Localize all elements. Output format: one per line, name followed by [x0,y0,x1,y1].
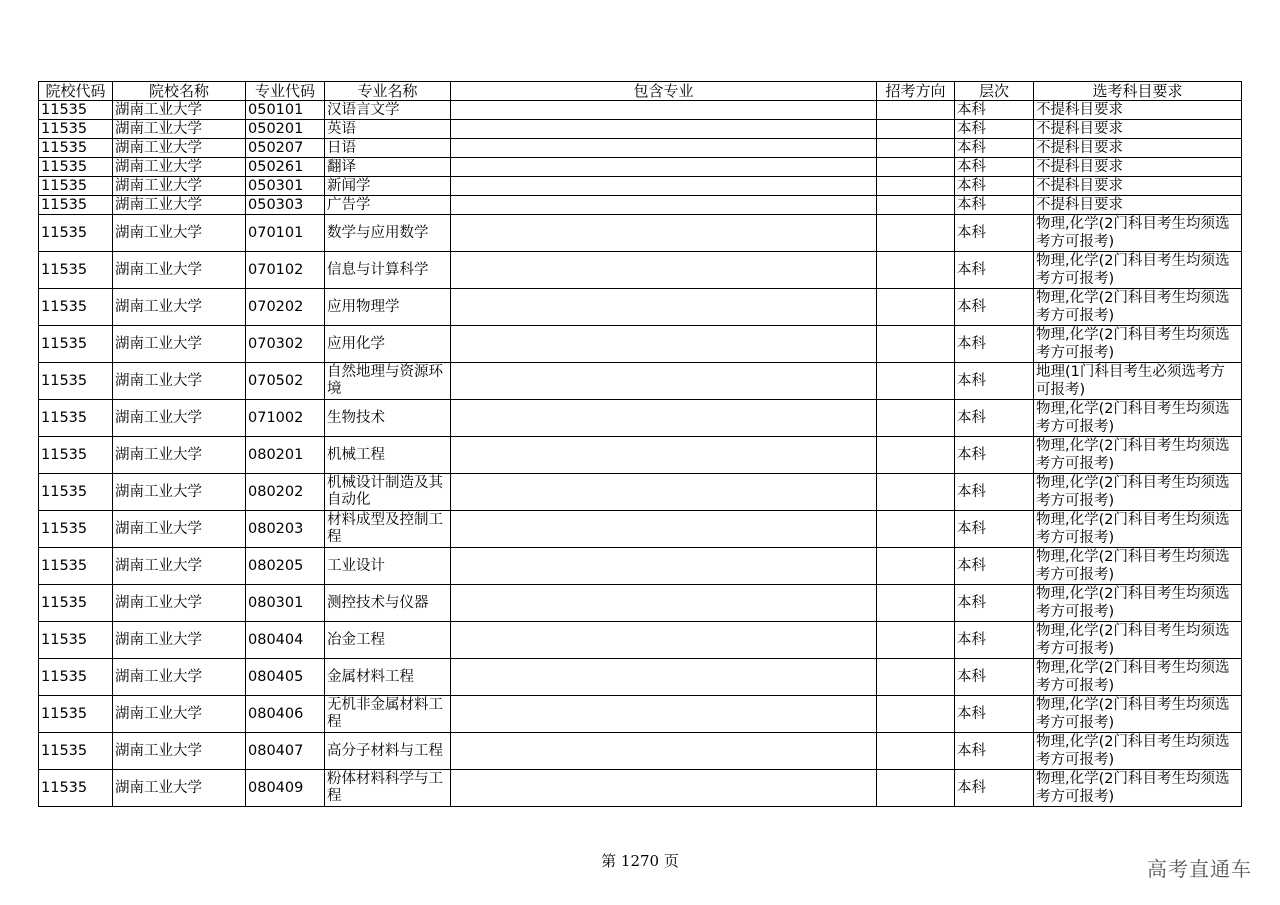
table-row [39,474,1242,511]
cell-major-code: 050207 [246,139,325,158]
cell-major-code: 071002 [246,400,325,437]
cell-direction [877,196,955,215]
cell-subject-requirements: 物理,化学(2门科目考生均须选考方可报考) [1034,474,1242,511]
cell-level: 本科 [955,400,1034,437]
table-row [39,177,1242,196]
cell-school-name: 湖南工业大学 [113,659,246,696]
table-row [39,733,1242,770]
header-school-name: 院校名称 [113,82,246,101]
cell-included-majors [451,139,877,158]
cell-included-majors [451,548,877,585]
header-row [39,82,1242,101]
table-row [39,101,1242,120]
cell-school-name: 湖南工业大学 [113,363,246,400]
cell-included-majors [451,326,877,363]
cell-subject-requirements: 物理,化学(2门科目考生均须选考方可报考) [1034,659,1242,696]
table-row [39,196,1242,215]
cell-level: 本科 [955,120,1034,139]
cell-major-name: 材料成型及控制工程 [325,511,451,548]
cell-major-name: 机械工程 [325,437,451,474]
cell-major-code: 080201 [246,437,325,474]
cell-direction [877,659,955,696]
cell-level: 本科 [955,437,1034,474]
cell-major-code: 050301 [246,177,325,196]
cell-level: 本科 [955,252,1034,289]
cell-school-name: 湖南工业大学 [113,400,246,437]
cell-direction [877,101,955,120]
cell-subject-requirements: 不提科目要求 [1034,139,1242,158]
cell-major-code: 070101 [246,215,325,252]
cell-major-name: 翻译 [325,158,451,177]
cell-subject-requirements: 不提科目要求 [1034,158,1242,177]
table-row [39,326,1242,363]
cell-level: 本科 [955,733,1034,770]
cell-school-name: 湖南工业大学 [113,215,246,252]
cell-school-code: 11535 [39,101,113,120]
cell-included-majors [451,120,877,139]
cell-level: 本科 [955,158,1034,177]
cell-school-name: 湖南工业大学 [113,158,246,177]
cell-direction [877,363,955,400]
cell-subject-requirements: 物理,化学(2门科目考生均须选考方可报考) [1034,400,1242,437]
cell-included-majors [451,511,877,548]
cell-school-name: 湖南工业大学 [113,101,246,120]
cell-level: 本科 [955,622,1034,659]
cell-major-code: 080202 [246,474,325,511]
header-major-code: 专业代码 [246,82,325,101]
cell-direction [877,770,955,807]
table-row [39,622,1242,659]
cell-major-name: 工业设计 [325,548,451,585]
cell-major-code: 080406 [246,696,325,733]
watermark-text: 高考直通车 [1147,857,1252,881]
cell-school-name: 湖南工业大学 [113,177,246,196]
cell-level: 本科 [955,289,1034,326]
cell-school-code: 11535 [39,363,113,400]
cell-direction [877,437,955,474]
cell-direction [877,474,955,511]
header-direction: 招考方向 [877,82,955,101]
cell-major-name: 数学与应用数学 [325,215,451,252]
cell-included-majors [451,585,877,622]
cell-direction [877,548,955,585]
cell-subject-requirements: 物理,化学(2门科目考生均须选考方可报考) [1034,252,1242,289]
cell-major-code: 080405 [246,659,325,696]
cell-school-name: 湖南工业大学 [113,548,246,585]
cell-subject-requirements: 物理,化学(2门科目考生均须选考方可报考) [1034,585,1242,622]
cell-school-code: 11535 [39,511,113,548]
cell-major-name: 广告学 [325,196,451,215]
cell-included-majors [451,733,877,770]
table-row [39,770,1242,807]
cell-major-name: 信息与计算科学 [325,252,451,289]
cell-included-majors [451,770,877,807]
cell-level: 本科 [955,196,1034,215]
cell-subject-requirements: 物理,化学(2门科目考生均须选考方可报考) [1034,733,1242,770]
cell-major-code: 050261 [246,158,325,177]
header-school-code: 院校代码 [39,82,113,101]
cell-school-code: 11535 [39,474,113,511]
cell-school-name: 湖南工业大学 [113,622,246,659]
cell-level: 本科 [955,177,1034,196]
cell-school-name: 湖南工业大学 [113,139,246,158]
cell-school-name: 湖南工业大学 [113,696,246,733]
table-row [39,696,1242,733]
cell-included-majors [451,289,877,326]
cell-included-majors [451,622,877,659]
cell-included-majors [451,215,877,252]
cell-level: 本科 [955,101,1034,120]
cell-level: 本科 [955,474,1034,511]
cell-direction [877,733,955,770]
cell-major-name: 测控技术与仪器 [325,585,451,622]
table-row [39,120,1242,139]
cell-included-majors [451,196,877,215]
cell-included-majors [451,177,877,196]
cell-major-name: 金属材料工程 [325,659,451,696]
table-row [39,511,1242,548]
cell-subject-requirements: 物理,化学(2门科目考生均须选考方可报考) [1034,548,1242,585]
cell-direction [877,696,955,733]
cell-school-code: 11535 [39,196,113,215]
cell-direction [877,511,955,548]
cell-level: 本科 [955,215,1034,252]
cell-school-name: 湖南工业大学 [113,474,246,511]
cell-school-name: 湖南工业大学 [113,289,246,326]
cell-subject-requirements: 物理,化学(2门科目考生均须选考方可报考) [1034,326,1242,363]
page-number: 第 1270 页 [601,852,679,870]
header-included-majors: 包含专业 [451,82,877,101]
header-level: 层次 [955,82,1034,101]
cell-direction [877,252,955,289]
cell-major-code: 080203 [246,511,325,548]
cell-major-code: 050201 [246,120,325,139]
cell-major-code: 080409 [246,770,325,807]
cell-major-code: 080301 [246,585,325,622]
cell-subject-requirements: 物理,化学(2门科目考生均须选考方可报考) [1034,770,1242,807]
cell-included-majors [451,400,877,437]
cell-included-majors [451,696,877,733]
table-row [39,363,1242,400]
cell-included-majors [451,101,877,120]
cell-major-code: 080404 [246,622,325,659]
cell-school-code: 11535 [39,139,113,158]
cell-major-name: 生物技术 [325,400,451,437]
header-subject-requirements: 选考科目要求 [1034,82,1242,101]
cell-school-code: 11535 [39,120,113,139]
cell-included-majors [451,659,877,696]
cell-level: 本科 [955,363,1034,400]
cell-subject-requirements: 不提科目要求 [1034,196,1242,215]
cell-subject-requirements: 不提科目要求 [1034,120,1242,139]
cell-school-code: 11535 [39,400,113,437]
cell-major-code: 070302 [246,326,325,363]
cell-school-name: 湖南工业大学 [113,733,246,770]
cell-school-name: 湖南工业大学 [113,770,246,807]
cell-major-name: 日语 [325,139,451,158]
cell-level: 本科 [955,511,1034,548]
cell-major-name: 机械设计制造及其自动化 [325,474,451,511]
cell-level: 本科 [955,548,1034,585]
cell-major-code: 050303 [246,196,325,215]
cell-level: 本科 [955,770,1034,807]
cell-direction [877,326,955,363]
cell-school-code: 11535 [39,289,113,326]
cell-school-code: 11535 [39,326,113,363]
cell-school-name: 湖南工业大学 [113,511,246,548]
table-row [39,158,1242,177]
cell-level: 本科 [955,139,1034,158]
cell-major-code: 080205 [246,548,325,585]
cell-direction [877,289,955,326]
cell-direction [877,139,955,158]
cell-major-name: 英语 [325,120,451,139]
cell-subject-requirements: 物理,化学(2门科目考生均须选考方可报考) [1034,511,1242,548]
cell-major-name: 新闻学 [325,177,451,196]
cell-school-code: 11535 [39,158,113,177]
cell-school-code: 11535 [39,770,113,807]
cell-major-code: 050101 [246,101,325,120]
cell-direction [877,177,955,196]
cell-major-name: 应用化学 [325,326,451,363]
cell-major-code: 070202 [246,289,325,326]
cell-school-code: 11535 [39,733,113,770]
cell-subject-requirements: 不提科目要求 [1034,101,1242,120]
cell-major-name: 汉语言文学 [325,101,451,120]
cell-school-code: 11535 [39,437,113,474]
cell-included-majors [451,158,877,177]
cell-school-name: 湖南工业大学 [113,326,246,363]
cell-school-name: 湖南工业大学 [113,437,246,474]
cell-direction [877,622,955,659]
cell-school-code: 11535 [39,696,113,733]
cell-school-code: 11535 [39,215,113,252]
cell-school-name: 湖南工业大学 [113,252,246,289]
cell-included-majors [451,363,877,400]
table-row [39,548,1242,585]
cell-subject-requirements: 物理,化学(2门科目考生均须选考方可报考) [1034,696,1242,733]
cell-included-majors [451,474,877,511]
cell-school-code: 11535 [39,585,113,622]
cell-subject-requirements: 物理,化学(2门科目考生均须选考方可报考) [1034,215,1242,252]
cell-included-majors [451,252,877,289]
cell-level: 本科 [955,585,1034,622]
table-row [39,139,1242,158]
table-row [39,400,1242,437]
cell-major-code: 080407 [246,733,325,770]
cell-subject-requirements: 不提科目要求 [1034,177,1242,196]
cell-major-name: 无机非金属材料工程 [325,696,451,733]
admissions-table [38,81,1242,807]
table-row [39,252,1242,289]
cell-school-name: 湖南工业大学 [113,120,246,139]
cell-direction [877,158,955,177]
table-row [39,585,1242,622]
cell-school-name: 湖南工业大学 [113,585,246,622]
cell-subject-requirements: 物理,化学(2门科目考生均须选考方可报考) [1034,622,1242,659]
cell-major-name: 冶金工程 [325,622,451,659]
cell-subject-requirements: 地理(1门科目考生必须选考方可报考) [1034,363,1242,400]
cell-school-code: 11535 [39,252,113,289]
cell-subject-requirements: 物理,化学(2门科目考生均须选考方可报考) [1034,289,1242,326]
cell-subject-requirements: 物理,化学(2门科目考生均须选考方可报考) [1034,437,1242,474]
cell-major-code: 070502 [246,363,325,400]
cell-school-code: 11535 [39,548,113,585]
cell-level: 本科 [955,659,1034,696]
cell-major-name: 自然地理与资源环境 [325,363,451,400]
table-row [39,659,1242,696]
cell-major-name: 粉体材料科学与工程 [325,770,451,807]
table-row [39,437,1242,474]
cell-school-code: 11535 [39,177,113,196]
cell-direction [877,120,955,139]
cell-major-name: 高分子材料与工程 [325,733,451,770]
cell-major-name: 应用物理学 [325,289,451,326]
cell-level: 本科 [955,326,1034,363]
cell-major-code: 070102 [246,252,325,289]
table-row [39,215,1242,252]
table-row [39,289,1242,326]
cell-school-name: 湖南工业大学 [113,196,246,215]
header-major-name: 专业名称 [325,82,451,101]
cell-direction [877,585,955,622]
cell-direction [877,215,955,252]
cell-level: 本科 [955,696,1034,733]
cell-school-code: 11535 [39,622,113,659]
cell-included-majors [451,437,877,474]
cell-school-code: 11535 [39,659,113,696]
cell-direction [877,400,955,437]
